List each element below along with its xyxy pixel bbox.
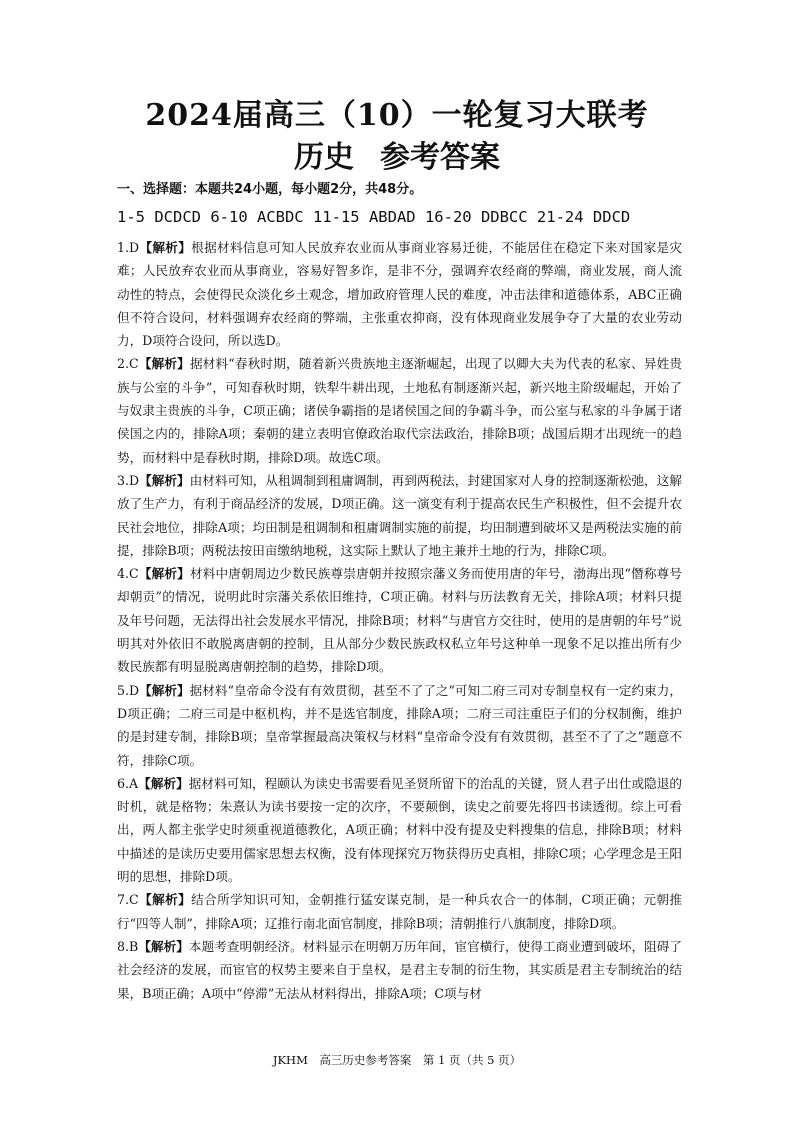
analysis-tag: 【解析】 (139, 240, 192, 255)
item-number: 8.B (117, 938, 139, 954)
item-number: 7.C (117, 892, 139, 908)
item-text: 材料中唐朝周边少数民族尊崇唐朝并按照宗藩义务而使用唐的年号，渤海出现“僭称尊号却朝贡”的情况，说明此时宗藩关系依旧维持，C项正确。材料与历法教育无关，排除A项；材料只提及年号问题，无法得出社会发展水平情况，排除B项；材料“与唐官方交往时，使用的是唐朝的年号”说明其对外依旧不敢脱离唐朝的控制，且从部分少数民族政权私立年号这种单一现象不足以推出所有少数民族都有明显脱离唐朝控制的趋势，排除D项。 (117, 566, 682, 675)
item-number: 4.C (117, 566, 139, 582)
analysis-tag: 【解析】 (138, 775, 189, 791)
explanations-list (117, 236, 682, 1005)
analysis-tag: 【解析】 (138, 356, 190, 372)
explanation-item (117, 888, 682, 935)
item-text: 据材料可知，程颐认为读史书需要看见圣贤所留下的治乱的关键，贤人君子出仕或隐退的时机，就是格物；朱熹认为读书要按一定的次序，不要颠倒，读史之前要先将四书读透彻。综上可看出，两人都主张学史时须重视道德教化，A项正确；材料中没有提及史料搜集的信息，排除B项；材料中描述的是读历史要用儒家思想去权衡，没有体现探究万物获得历史真相，排除C项；心学理念是王阳明的思想，排除D项。 (117, 775, 683, 885)
item-number: 1.D (117, 240, 140, 255)
item-text: 根据材料信息可知人民放弃农业而从事商业容易迁徙，不能居住在稳定下来对国家是灾难；人民放弃农业而从事商业，容易好智多诈，是非不分，强调弃农经商的弊端，商业发展，商人流动性的特点，会使得民众淡化乡土观念，增加政府管理人民的难度，冲击法律和道德体系，ABC正确但不符合设问，材料强调弃农经商的弊端，主张重农抑商，没有体现商业发展争夺了大量的农业劳动力，D项符合设问，所以选D。 (117, 240, 683, 349)
explanation-item (117, 469, 682, 562)
item-number: 6.A (117, 775, 139, 791)
item-text: 由材料可知，从租调制到租庸调制，再到两税法，封建国家对人身的控制逐渐松弛，这解放了生产力，有利于商品经济的发展，D项正确。这一演变有利于提高农民生产积极性，但不会提升农民社会地位，排除A项；均田制是租调制和租庸调制实施的前提，均田制遭到破坏又是两税法实施的前提，排除B项；两税法按田亩缴纳地税，这实际上默认了地主兼并土地的行为，排除C项。 (117, 472, 682, 558)
analysis-tag: 【解析】 (138, 892, 192, 908)
answer-label: 参考答案 (380, 140, 500, 175)
item-text: 本题考查明朝经济。材料显示在明朝万历年间，宦官横行，使得工商业遭到破坏，阻碍了社会经济的发展，而宦官的权势主要来自于皇权，是君主专制的衍生物，其实质是君主专制统治的结果，B项正确；A项中“停滞”无法从材料得出，排除A项；C项与材 (117, 938, 683, 1001)
explanation-item (117, 352, 682, 468)
explanation-item (117, 562, 682, 678)
explanation-item (117, 236, 682, 352)
analysis-tag: 【解析】 (138, 566, 190, 582)
item-text: 结合所学知识可知，金朝推行猛安谋克制，是一种兵农合一的体制，C项正确；元朝推行“四等人制”，排除A项；辽推行南北面官制度，排除B项；清朝推行八旗制度，排除D项。 (117, 892, 683, 931)
explanation-item (117, 935, 682, 1005)
page-title: 2024届高三（10）一轮复习大联考 (145, 98, 649, 133)
section-heading: 一、选择题：本题共24小题，每小题2分，共48分。 (117, 182, 423, 197)
item-number: 3.D (117, 472, 140, 488)
analysis-tag: 【解析】 (139, 472, 190, 488)
explanation-item (117, 772, 682, 888)
analysis-tag: 【解析】 (139, 682, 190, 698)
page-footer: JKHM 高三历史参考答案 第 1 页（共 5 页） (272, 1053, 522, 1067)
explanation-item (117, 679, 682, 772)
item-text: 据材料“春秋时期，随着新兴贵族地主逐渐崛起，出现了以卿大夫为代表的私家、异姓贵族与公室的斗争”，可知春秋时期，铁犁牛耕出现，土地私有制逐渐兴起，新兴地主阶级崛起，开始了与奴隶主贵族的斗争，C项正确；诸侯争霸指的是诸侯国之间的争霸斗争，而公室与私家的斗争属于诸侯国之内的，排除A项；秦朝的建立表明官僚政治取代宗法政治，排除B项；战国后期才出现统一的趋势，而材料中是春秋时期，排除D项。故选C项。 (117, 356, 682, 465)
item-text: 据材料“皇帝命令没有有效贯彻，甚至不了了之”可知二府三司对专制皇权有一定约束力，D项正确；二府三司是中枢机构，并不是选官制度，排除A项；二府三司注重臣子们的分权制衡，维护的是封建专制，排除B项；皇帝掌握最高决策权与材料“皇帝命令没有有效贯彻，甚至不了了之”题意不符，排除C项。 (117, 682, 682, 768)
item-number: 2.C (117, 356, 139, 372)
subject-label: 历史 (294, 140, 354, 175)
item-number: 5.D (117, 682, 140, 698)
answer-key-line: 1-5 DCDCD 6-10 ACBDC 11-15 ABDAD 16-20 DDBCC 21-24 DDCD (117, 208, 631, 226)
page-subtitle (0, 138, 794, 178)
analysis-tag: 【解析】 (138, 938, 189, 954)
